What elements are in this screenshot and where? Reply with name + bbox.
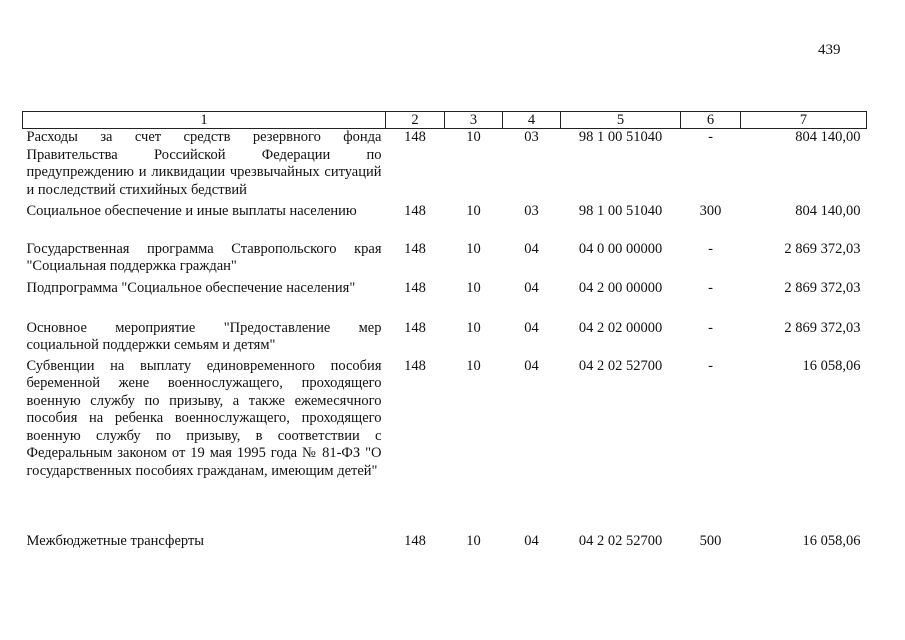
row-amount: 16 058,06	[802, 357, 861, 374]
row-code: 148	[404, 532, 426, 549]
row-section: 10	[466, 202, 481, 219]
row-section: 10	[466, 357, 481, 374]
table-row	[23, 533, 867, 553]
row-description: Субвенции на выплату единовременного пособия беременной жене военнослужащего, проходящего военную службу по призыву, а также ежемесячного пособия на ребенка военнослужащего, проходящего военную службу по призыву, в соответствии с Федеральным законом от 19 мая 1995 года № 81-ФЗ "О государственных пособиях гражданам, имеющим детей"	[26, 357, 382, 479]
row-code: 148	[404, 202, 426, 219]
row-subsection: 03	[524, 129, 539, 145]
row-description: Социальное обеспечение и иные выплаты населению	[26, 202, 357, 219]
table-row	[23, 320, 867, 358]
row-amount: 16 058,06	[802, 532, 861, 549]
row-expense-type: -	[708, 357, 713, 374]
row-target: 04 2 02 00000	[578, 319, 663, 336]
table-row	[23, 241, 867, 280]
table-row	[23, 358, 867, 533]
row-description: Государственная программа Ставропольского края "Социальная поддержка граждан"	[26, 240, 382, 274]
row-expense-type: -	[708, 240, 713, 257]
row-subsection: 04	[524, 279, 539, 296]
row-expense-type: -	[708, 279, 713, 296]
row-amount: 2 869 372,03	[784, 279, 861, 296]
row-code: 148	[404, 129, 426, 145]
row-amount: 2 869 372,03	[784, 319, 861, 336]
row-code: 148	[404, 240, 426, 257]
row-subsection: 04	[524, 319, 539, 336]
row-section: 10	[466, 240, 481, 257]
column-header: 7	[741, 112, 867, 129]
page-number: 439	[818, 42, 841, 58]
row-subsection: 04	[524, 357, 539, 374]
row-description: Подпрограмма "Социальное обеспечение населения"	[26, 279, 356, 296]
row-code: 148	[404, 357, 426, 374]
column-header: 6	[681, 112, 741, 129]
row-amount: 804 140,00	[795, 202, 861, 219]
column-header: 2	[386, 112, 445, 129]
row-target: 04 0 00 00000	[578, 240, 663, 257]
row-target: 98 1 00 51040	[578, 129, 663, 145]
column-header: 5	[561, 112, 681, 129]
row-target: 04 2 00 00000	[578, 279, 663, 296]
row-section: 10	[466, 129, 481, 145]
row-amount: 2 869 372,03	[784, 240, 861, 257]
row-subsection: 04	[524, 532, 539, 549]
row-subsection: 04	[524, 240, 539, 257]
table-row	[23, 203, 867, 241]
table-row	[23, 129, 867, 203]
row-section: 10	[466, 279, 481, 296]
row-code: 148	[404, 319, 426, 336]
header-row	[23, 112, 867, 129]
row-subsection: 03	[524, 202, 539, 219]
row-amount: 804 140,00	[795, 129, 861, 145]
row-code: 148	[404, 279, 426, 296]
row-description: Расходы за счет средств резервного фонда Правительства Российской Федерации по предупреждению и ликвидации чрезвычайных ситуаций и последствий стихийных бедствий	[26, 129, 382, 198]
column-header: 3	[445, 112, 503, 129]
row-description: Межбюджетные трансферты	[26, 532, 205, 549]
row-target: 98 1 00 51040	[578, 202, 663, 219]
column-header: 1	[23, 112, 386, 129]
budget-table	[22, 111, 867, 553]
column-header: 4	[503, 112, 561, 129]
row-description: Основное мероприятие "Предоставление мер социальной поддержки семьям и детям"	[26, 319, 382, 353]
row-section: 10	[466, 319, 481, 336]
table-row	[23, 280, 867, 320]
row-expense-type: 500	[699, 532, 722, 549]
row-target: 04 2 02 52700	[578, 532, 663, 549]
row-expense-type: -	[708, 129, 713, 145]
row-target: 04 2 02 52700	[578, 357, 663, 374]
row-section: 10	[466, 532, 481, 549]
row-expense-type: 300	[699, 202, 722, 219]
row-expense-type: -	[708, 319, 713, 336]
